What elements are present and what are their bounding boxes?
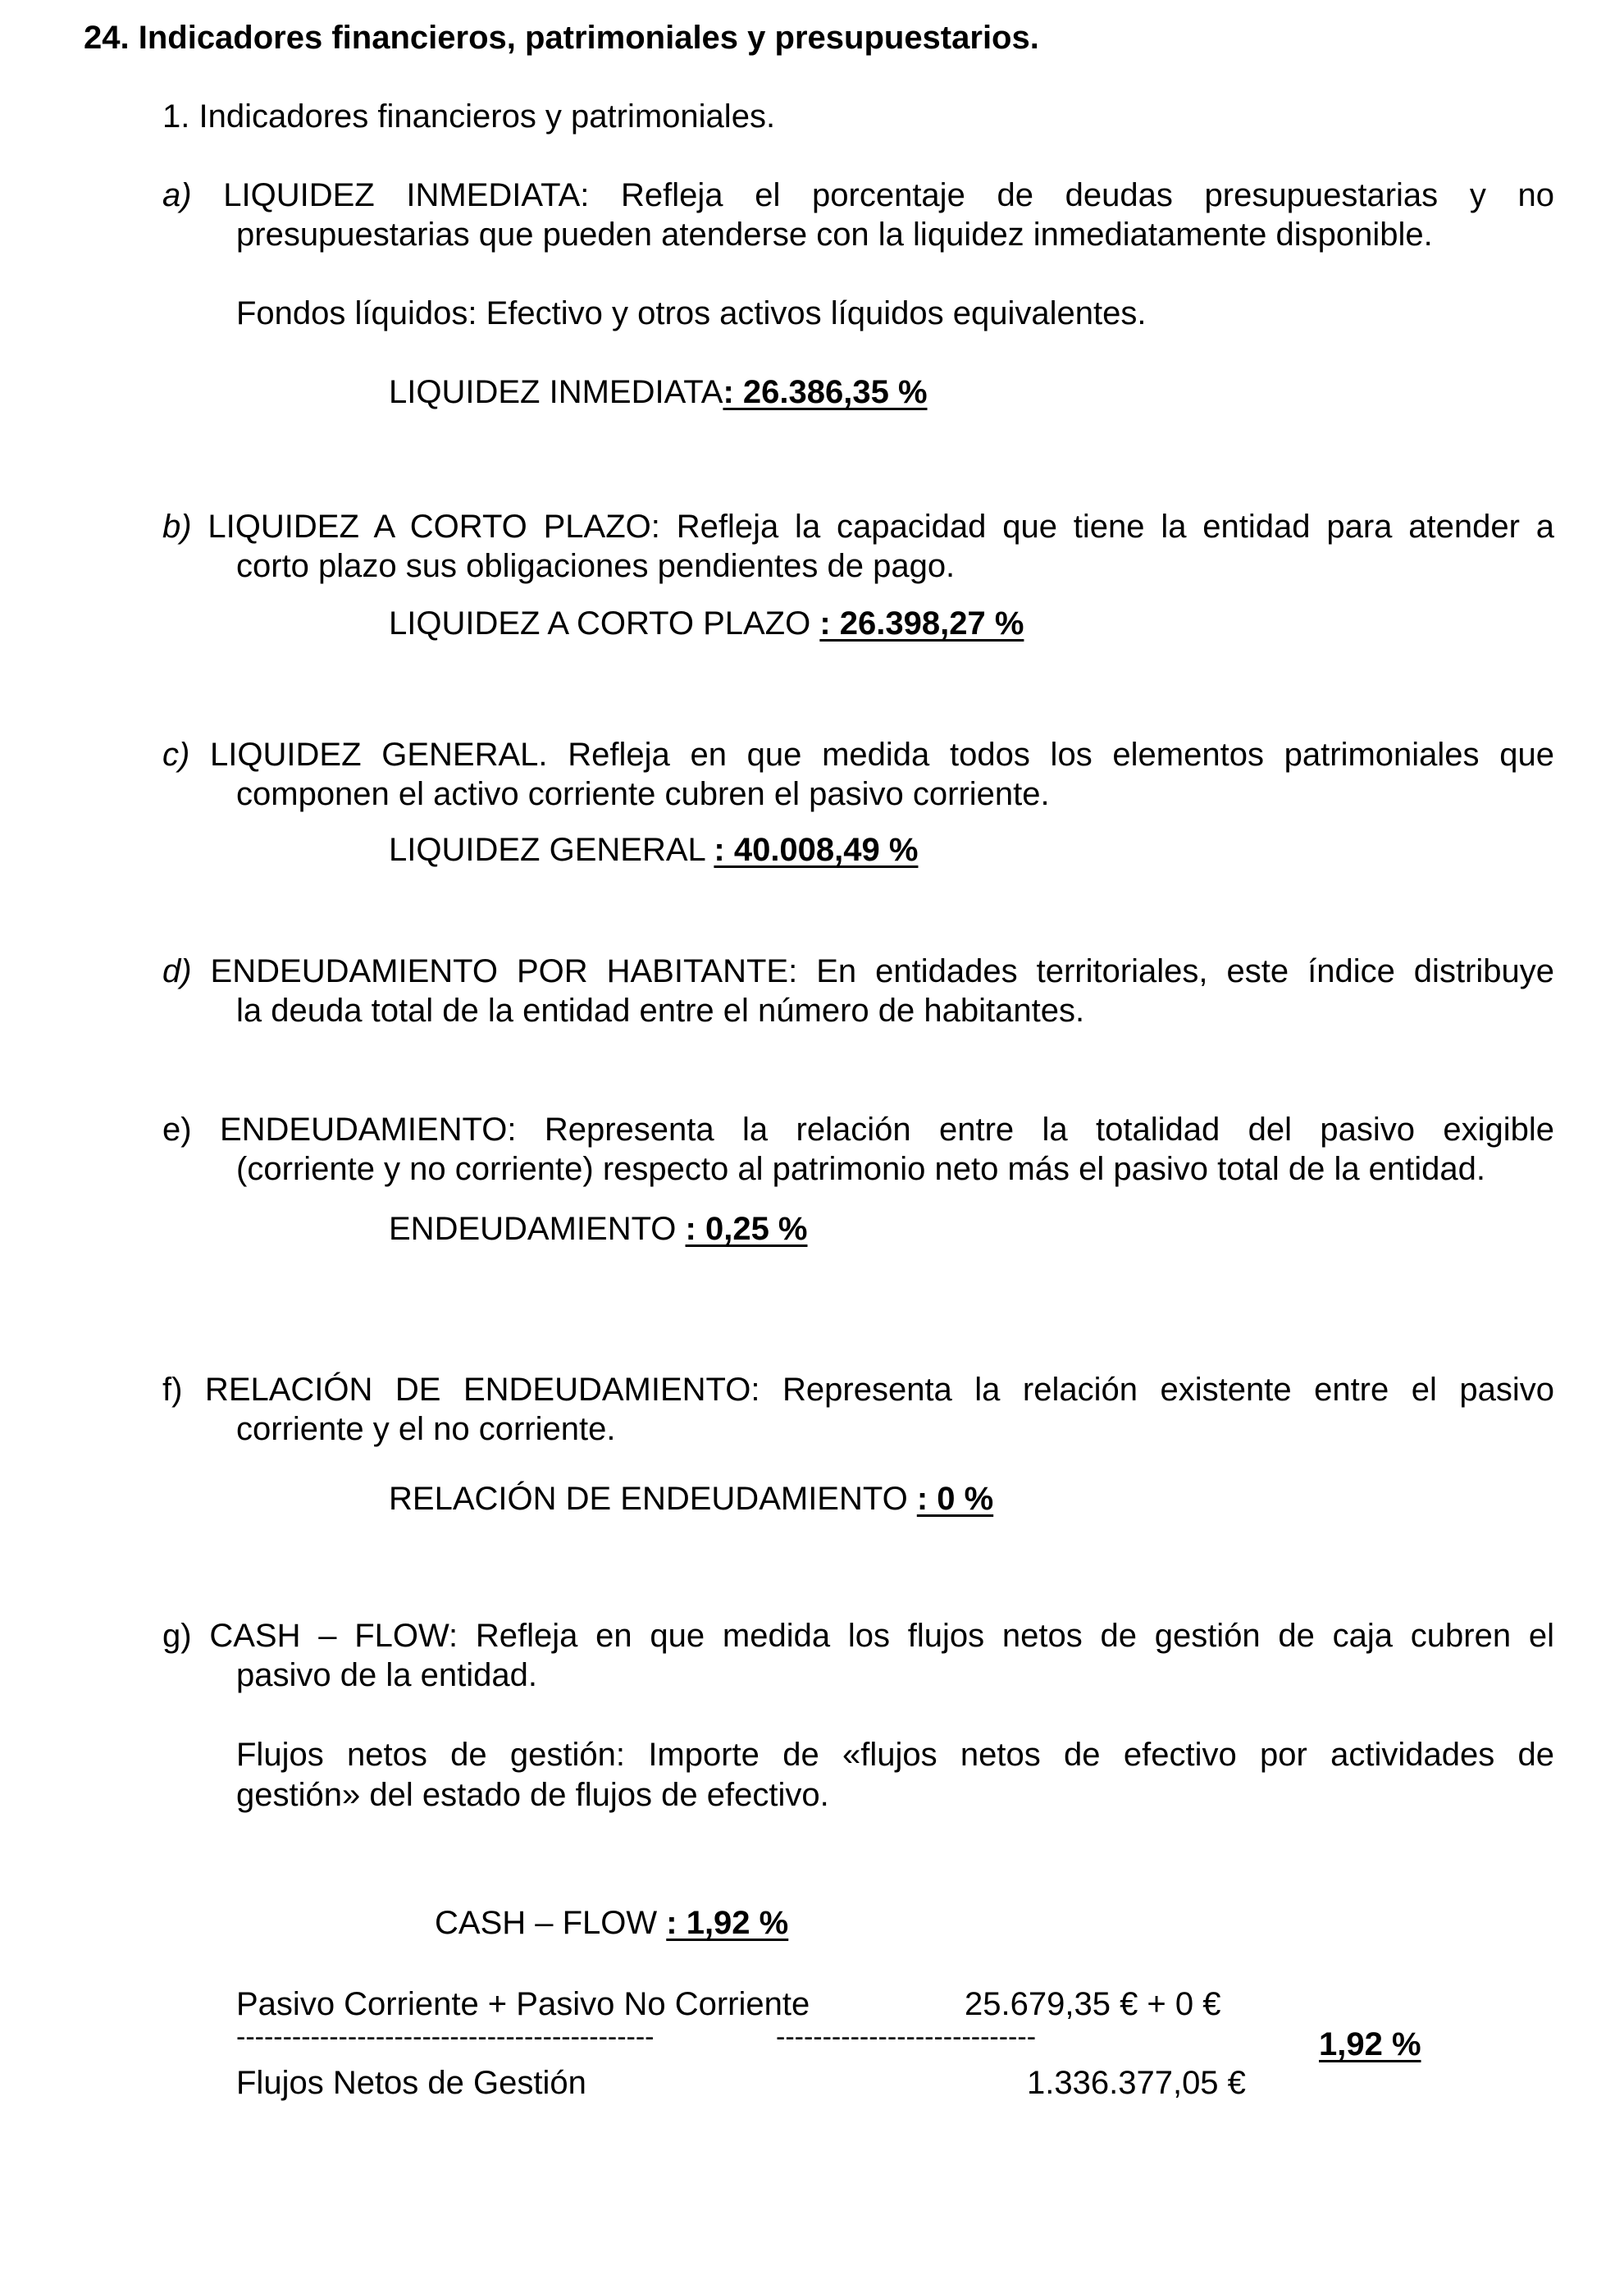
indicator-term: ENDEUDAMIENTO POR HABITANTE: xyxy=(191,953,798,989)
section-heading: 24. Indicadores financieros, patrimoniales y presupuestarios. xyxy=(84,20,1039,56)
indicator-d xyxy=(162,952,1554,1030)
indicator-e-result xyxy=(389,1209,808,1249)
result-value: : 26.398,27 % xyxy=(819,605,1024,642)
indicator-e xyxy=(162,1110,1554,1189)
indicator-letter: e) xyxy=(162,1112,192,1148)
result-label: LIQUIDEZ INMEDIATA xyxy=(389,374,723,410)
formula-numerator-value: 25.679,35 € + 0 € xyxy=(965,1986,1221,2022)
indicator-g-line2: pasivo de la entidad. xyxy=(236,1657,537,1693)
indicator-description: Representa la relación entre la totalidad del pasivo exigible xyxy=(544,1112,1554,1148)
result-label: CASH – FLOW xyxy=(435,1905,667,1941)
indicator-a-line2: presupuestarias que pueden atenderse con la liquidez inmediatamente disponible. xyxy=(236,217,1433,253)
indicator-term: LIQUIDEZ A CORTO PLAZO: xyxy=(191,509,660,545)
indicator-a-note: Fondos líquidos: Efectivo y otros activos líquidos equivalentes. xyxy=(236,295,1147,331)
indicator-g xyxy=(162,1616,1554,1695)
result-value: : 0,25 % xyxy=(685,1211,808,1247)
indicator-f-result xyxy=(389,1479,993,1518)
indicator-e-line2: (corriente y no corriente) respecto al patrimonio neto más el pasivo total de la entidad. xyxy=(236,1151,1486,1187)
indicator-b-line2: corto plazo sus obligaciones pendientes de pago. xyxy=(236,548,956,584)
indicator-d-line1 xyxy=(162,952,1554,991)
formula-divider-left: --------------------------------------------- xyxy=(236,2021,655,2053)
indicator-description: Refleja en que medida los flujos netos de gestión de caja cubren el xyxy=(475,1618,1554,1654)
indicator-g-note-line1: Flujos netos de gestión: Importe de «flujos netos de efectivo por actividades de xyxy=(236,1737,1554,1773)
indicator-b-line1 xyxy=(162,507,1554,546)
indicator-description: Representa la relación existente entre el pasivo xyxy=(782,1372,1554,1408)
indicator-c xyxy=(162,735,1554,814)
indicator-letter: f) xyxy=(162,1372,183,1408)
formula-result: 1,92 % xyxy=(1319,2026,1421,2062)
subsection-heading: 1. Indicadores financieros y patrimoniales. xyxy=(162,98,776,135)
indicator-g-note-line2: gestión» del estado de flujos de efectivo. xyxy=(236,1777,829,1813)
indicator-f xyxy=(162,1370,1554,1449)
result-value: : 26.386,35 % xyxy=(723,374,928,410)
indicator-description: Refleja en que medida todos los elementos patrimoniales que xyxy=(568,737,1554,773)
indicator-b xyxy=(162,507,1554,586)
indicator-description: Refleja el porcentaje de deudas presupuestarias y no xyxy=(621,177,1554,213)
result-label: LIQUIDEZ A CORTO PLAZO xyxy=(389,605,820,642)
formula-numerator-label: Pasivo Corriente + Pasivo No Corriente xyxy=(236,1986,810,2022)
indicator-term: ENDEUDAMIENTO: xyxy=(191,1112,517,1148)
indicator-b-result xyxy=(389,604,1024,643)
indicator-term: CASH – FLOW: xyxy=(191,1618,458,1654)
result-value: : 0 % xyxy=(916,1481,994,1517)
result-value: : 40.008,49 % xyxy=(714,832,919,868)
indicator-letter: c) xyxy=(162,737,190,773)
indicator-letter: d) xyxy=(162,953,192,989)
indicator-c-result xyxy=(389,830,918,870)
indicator-term: LIQUIDEZ INMEDIATA: xyxy=(191,177,590,213)
indicator-c-line2: componen el activo corriente cubren el pasivo corriente. xyxy=(236,776,1050,812)
indicator-g-line1 xyxy=(162,1616,1554,1655)
indicator-f-line2: corriente y el no corriente. xyxy=(236,1411,616,1447)
indicator-c-line1 xyxy=(162,735,1554,774)
indicator-d-line2: la deuda total de la entidad entre el número de habitantes. xyxy=(236,993,1085,1029)
indicator-e-line1 xyxy=(162,1110,1554,1149)
indicator-term: LIQUIDEZ GENERAL. xyxy=(189,737,548,773)
formula-denominator-label: Flujos Netos de Gestión xyxy=(236,2065,586,2101)
formula-divider-right: ---------------------------- xyxy=(776,2021,1037,2053)
indicator-a-result xyxy=(389,372,928,412)
result-label: LIQUIDEZ GENERAL xyxy=(389,832,714,868)
indicator-description: Refleja la capacidad que tiene la entidad para atender a xyxy=(676,509,1554,545)
result-label: RELACIÓN DE ENDEUDAMIENTO xyxy=(389,1481,917,1517)
indicator-term: RELACIÓN DE ENDEUDAMIENTO: xyxy=(182,1372,760,1408)
indicator-letter: a) xyxy=(162,177,192,213)
indicator-letter: g) xyxy=(162,1618,192,1654)
indicator-a xyxy=(162,176,1554,254)
indicator-letter: b) xyxy=(162,509,192,545)
result-label: ENDEUDAMIENTO xyxy=(389,1211,686,1247)
formula-denominator-value: 1.336.377,05 € xyxy=(1027,2065,1246,2101)
result-value: : 1,92 % xyxy=(666,1905,789,1941)
indicator-g-result xyxy=(435,1903,788,1943)
indicator-a-line1 xyxy=(162,176,1554,215)
indicator-f-line1 xyxy=(162,1370,1554,1409)
indicator-description: En entidades territoriales, este índice distribuye xyxy=(816,953,1554,989)
